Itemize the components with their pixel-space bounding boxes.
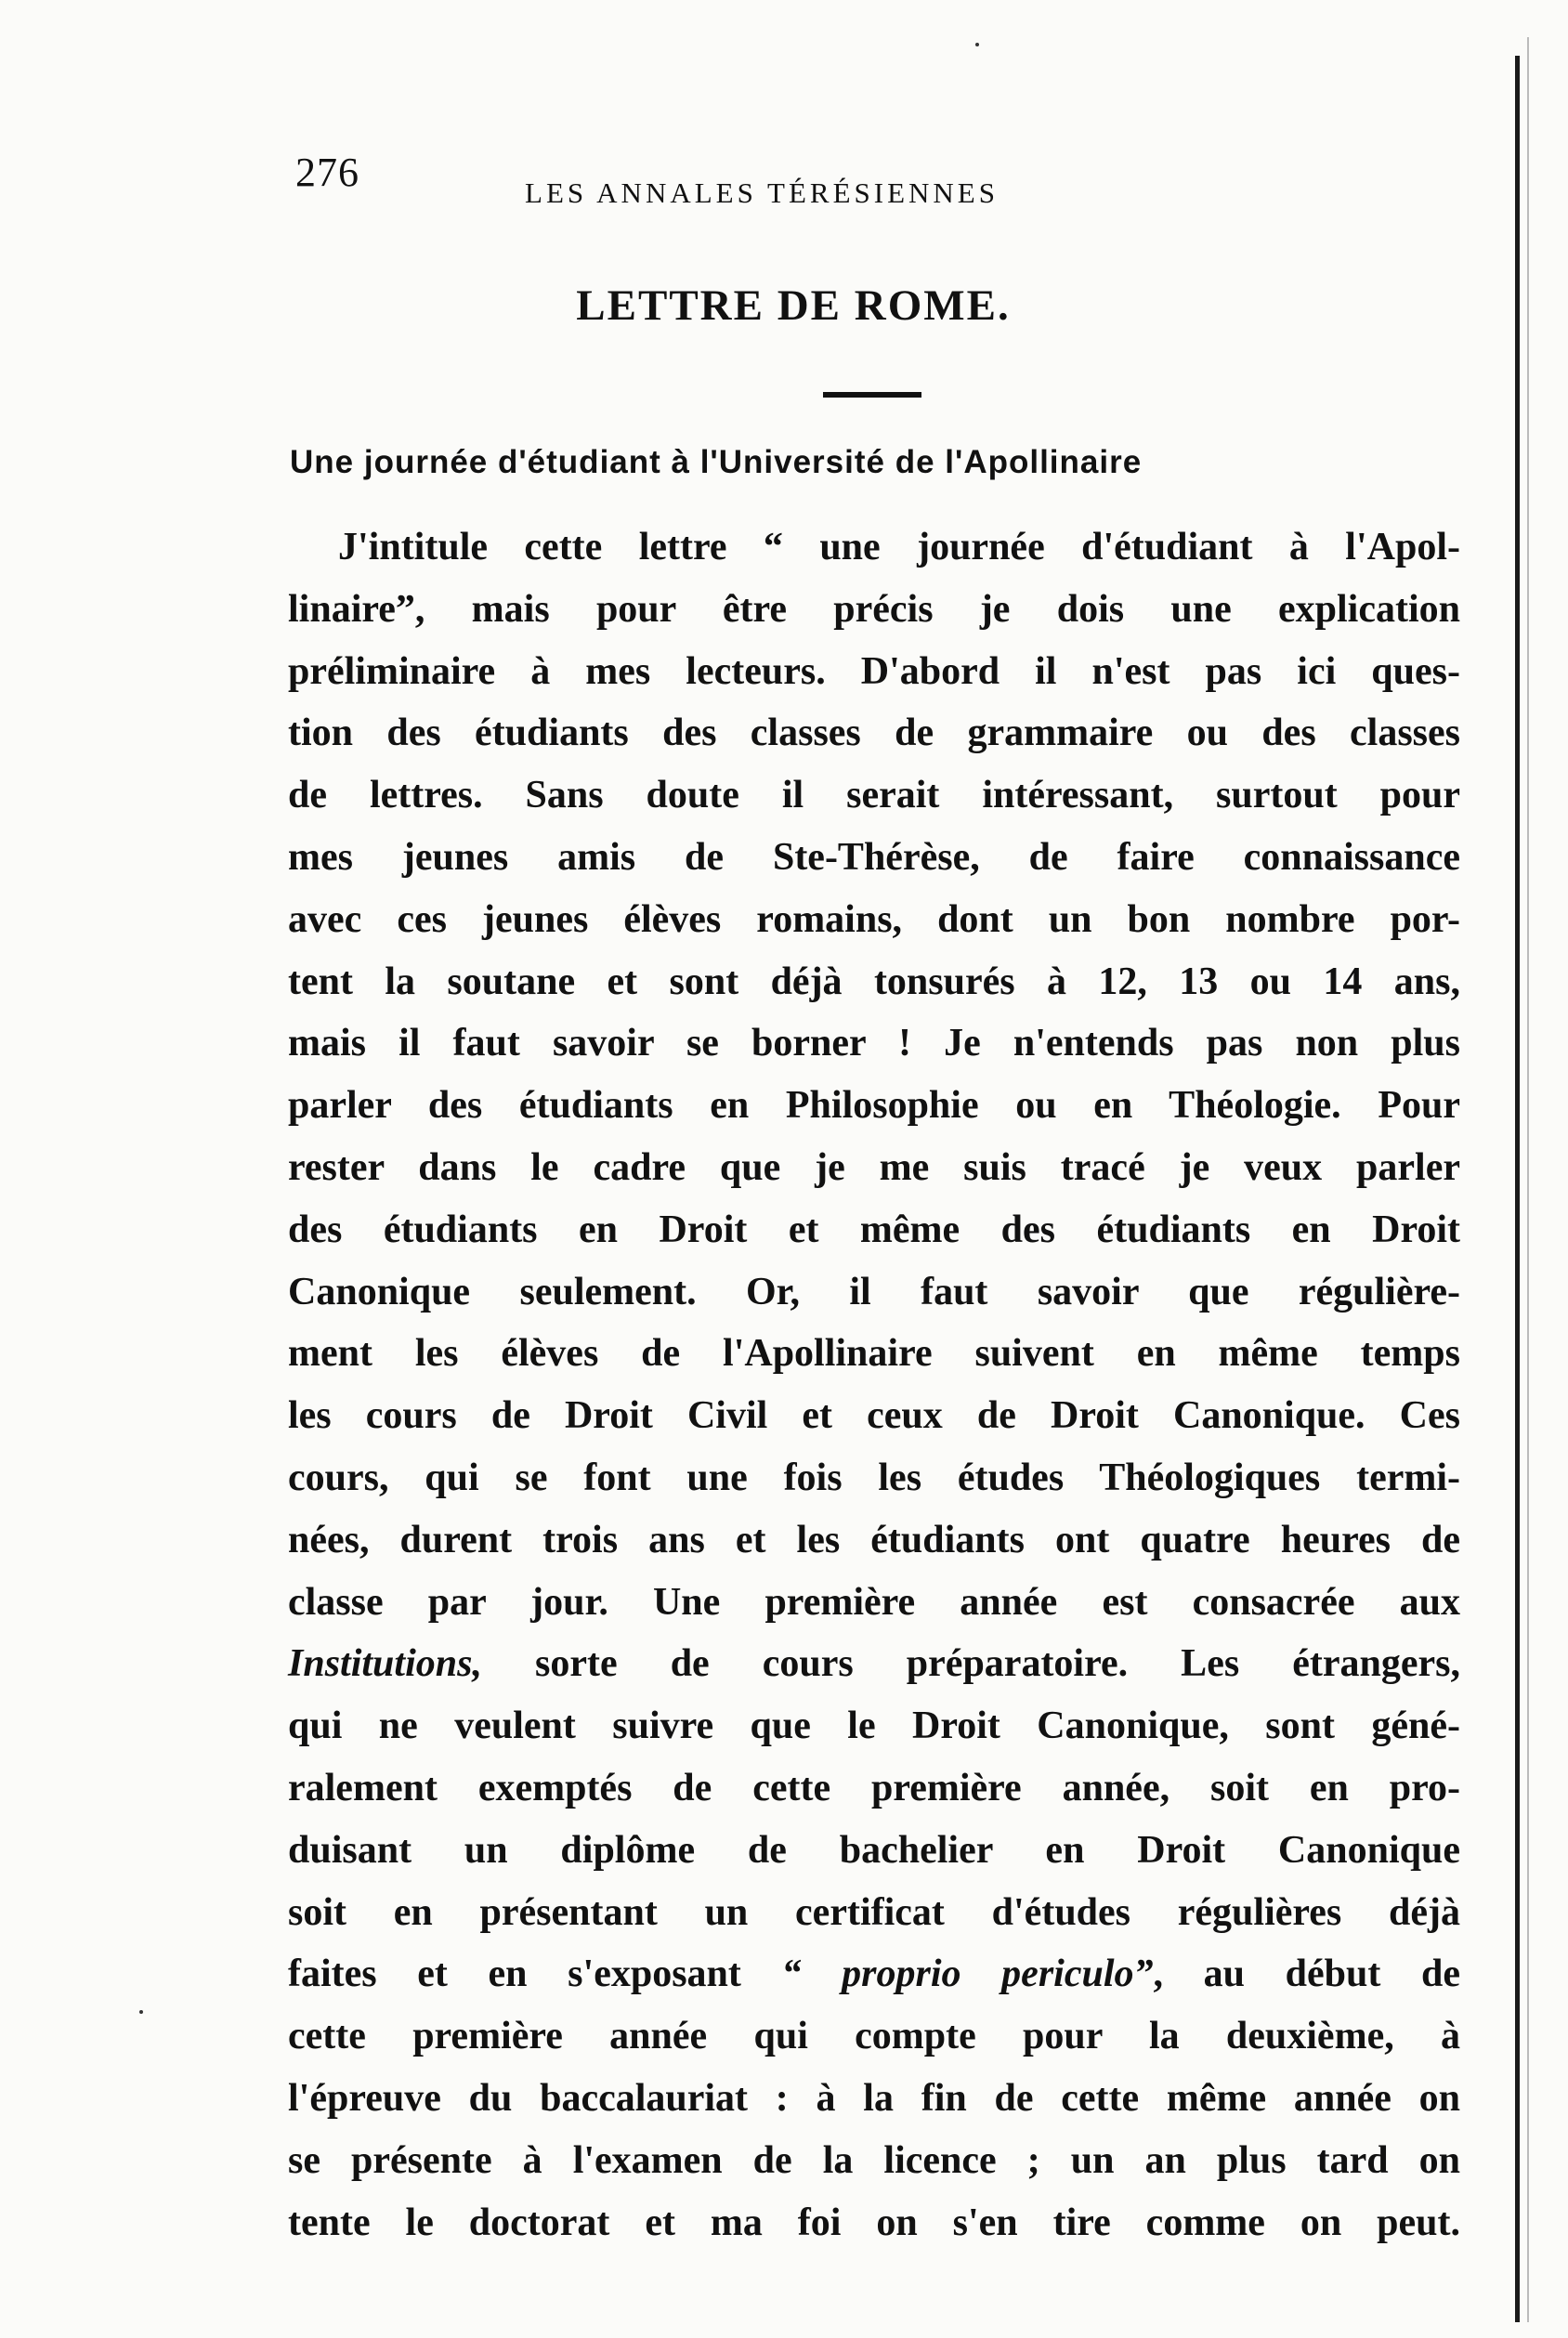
- text-line: cours, qui se font une fois les études Théologiques termi-: [288, 1456, 1460, 1499]
- text-line: soit en présentant un certificat d'études régulières déjà: [288, 1890, 1460, 1934]
- text-line: parler des étudiants en Philosophie ou en Théologie. Pour: [288, 1084, 1460, 1128]
- text-line: duisant un diplôme de bachelier en Droit Canonique: [288, 1828, 1460, 1872]
- text-line: avec ces jeunes élèves romains, dont un bon nombre por-: [288, 897, 1460, 941]
- text-line: linaire”, mais pour être précis je dois une explication: [288, 587, 1460, 631]
- text-line: tent la soutane et sont déjà tonsurés à 12, 13 ou 14 ans,: [288, 960, 1460, 1003]
- text-line-italic-start: [288, 1633, 1460, 1695]
- page-edge-shadow: [1527, 37, 1529, 2322]
- text-line-italic-phrase: [288, 1943, 1460, 2005]
- text-line: ment les élèves de l'Apollinaire suivent en même temps: [288, 1332, 1460, 1376]
- text-line: l'épreuve du baccalauriat : à la fin de cette même année on: [288, 2076, 1460, 2120]
- page-edge: [1515, 56, 1520, 2322]
- text-line: Canonique seulement. Or, il faut savoir que régulière-: [288, 1270, 1460, 1313]
- running-head: LES ANNALES TÉRÉSIENNES: [525, 176, 999, 209]
- article-subtitle: Une journée d'étudiant à l'Université de l'Apollinaire: [290, 444, 1143, 480]
- text-line: ralement exemptés de cette première année, soit en pro-: [288, 1766, 1460, 1809]
- title-rule: [823, 392, 921, 398]
- text-line: classe par jour. Une première année est consacrée aux: [288, 1580, 1460, 1624]
- article-title: LETTRE DE ROME.: [576, 281, 1011, 330]
- text-line: nées, durent trois ans et les étudiants ont quatre heures de: [288, 1518, 1460, 1561]
- article-body: [288, 516, 1460, 2253]
- text-line: J'intitule cette lettre “ une journée d'étudiant à l'Apol-: [338, 526, 1460, 568]
- text-fragment: , au début de: [1153, 1953, 1460, 1996]
- page-number: 276: [295, 150, 359, 195]
- text-line: les cours de Droit Civil et ceux de Droit Canonique. Ces: [288, 1394, 1460, 1438]
- text-line: se présente à l'examen de la licence ; un an plus tard on: [288, 2138, 1460, 2182]
- italic-term: Institutions,: [288, 1642, 482, 1686]
- text-line: tion des étudiants des classes de grammaire ou des classes: [288, 712, 1460, 755]
- text-line: mais il faut savoir se borner ! Je n'entends pas non plus: [288, 1022, 1460, 1065]
- paper-speck: [139, 2010, 143, 2014]
- text-line: mes jeunes amis de Ste-Thérèse, de faire connaissance: [288, 835, 1460, 879]
- text-fragment: faites et en s'exposant: [288, 1953, 782, 1996]
- italic-phrase: “ proprio periculo”: [781, 1953, 1154, 1996]
- paper-speck: [975, 43, 979, 46]
- text-line: rester dans le cadre que je me suis tracé je veux parler: [288, 1145, 1460, 1189]
- text-line: tente le doctorat et ma foi on s'en tire comme on peut.: [288, 2201, 1460, 2244]
- text-line: cette première année qui compte pour la deuxième, à: [288, 2015, 1460, 2058]
- text-line: qui ne veulent suivre que le Droit Canonique, sont géné-: [288, 1705, 1460, 1748]
- text-line: de lettres. Sans doute il serait intéressant, surtout pour: [288, 774, 1460, 817]
- text-line: des étudiants en Droit et même des étudiants en Droit: [288, 1208, 1460, 1251]
- text-fragment: sorte de cours préparatoire. Les étrangers,: [481, 1642, 1460, 1686]
- text-line: préliminaire à mes lecteurs. D'abord il n'est pas ici ques-: [288, 649, 1460, 693]
